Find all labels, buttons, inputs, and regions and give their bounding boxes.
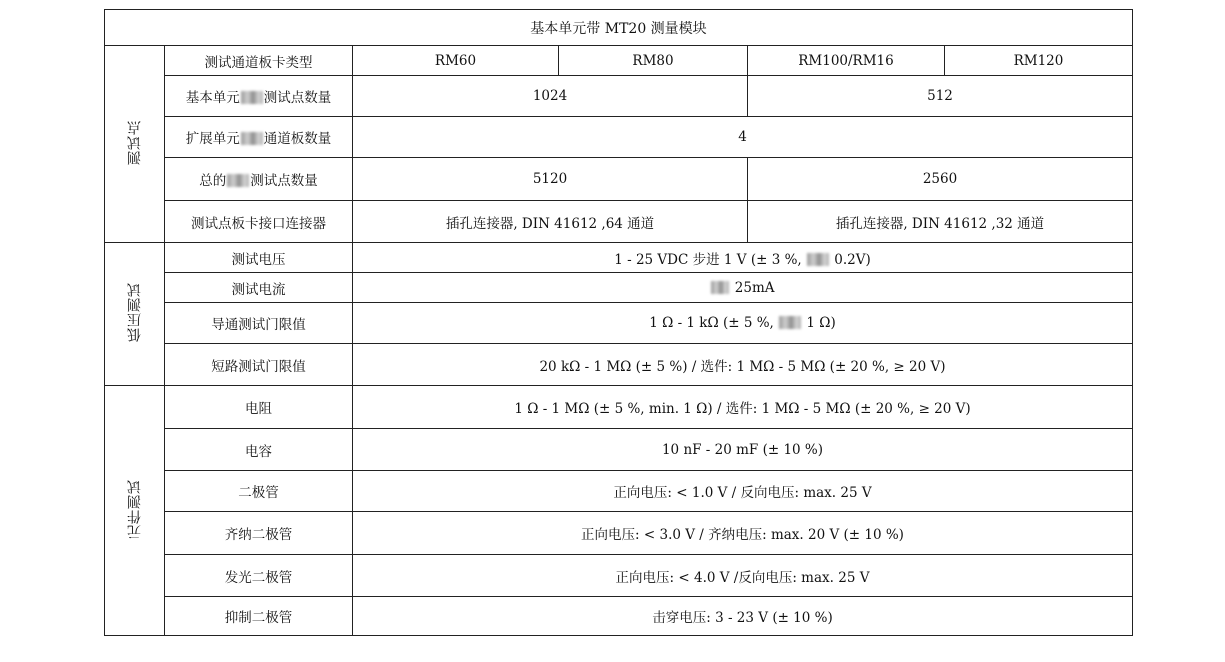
table-cell: 插孔连接器, DIN 41612 ,64 通道 <box>353 201 748 243</box>
row-label: 测试通道板卡类型 <box>165 46 353 76</box>
redacted-mark <box>779 316 801 329</box>
table-row <box>105 76 1133 117</box>
redacted-mark <box>241 132 263 145</box>
table-cell: 正向电压: < 3.0 V / 齐纳电压: max. 20 V (± 10 %) <box>353 512 1133 555</box>
row-label: 短路测试门限值 <box>165 344 353 386</box>
table-cell: RM120 <box>945 46 1133 76</box>
table-row <box>105 243 1133 273</box>
row-label: 测试电流 <box>165 273 353 303</box>
table-row <box>105 512 1133 555</box>
row-label: 导通测试门限值 <box>165 303 353 344</box>
row-label: 电容 <box>165 429 353 471</box>
table-row <box>105 201 1133 243</box>
table-cell: 10 nF - 20 mF (± 10 %) <box>353 429 1133 471</box>
redacted-mark <box>241 91 263 104</box>
redacted-mark <box>807 253 829 266</box>
group-label-component: 元件测试 <box>105 386 165 636</box>
row-label: 总的 测试点数量 <box>165 158 353 201</box>
redacted-mark <box>711 281 729 294</box>
table-row <box>105 344 1133 386</box>
table-row <box>105 117 1133 158</box>
group-label-low-voltage: 低压测试 <box>105 243 165 386</box>
group-label-test-points: 测试点 <box>105 46 165 243</box>
table-row <box>105 46 1133 76</box>
table-cell: 25mA <box>353 273 1133 303</box>
table-row <box>105 273 1133 303</box>
table-row <box>105 303 1133 344</box>
table-cell: 1 Ω - 1 kΩ (± 5 %, 1 Ω) <box>353 303 1133 344</box>
table-cell: RM80 <box>559 46 748 76</box>
table-cell: 4 <box>353 117 1133 158</box>
table-row <box>105 471 1133 512</box>
title-row <box>105 10 1133 46</box>
table-cell: 插孔连接器, DIN 41612 ,32 通道 <box>748 201 1133 243</box>
table-cell: RM100/RM16 <box>748 46 945 76</box>
row-label: 抑制二极管 <box>165 597 353 636</box>
redacted-mark <box>227 174 249 187</box>
row-label: 电阻 <box>165 386 353 429</box>
row-label: 发光二极管 <box>165 555 353 597</box>
row-label: 基本单元 测试点数量 <box>165 76 353 117</box>
spec-table <box>104 9 1133 636</box>
table-cell: 1 - 25 VDC 步进 1 V (± 3 %, 0.2V) <box>353 243 1133 273</box>
table-cell: 512 <box>748 76 1133 117</box>
row-label: 测试电压 <box>165 243 353 273</box>
table-cell: 2560 <box>748 158 1133 201</box>
table-title: 基本单元带 MT20 测量模块 <box>105 10 1133 46</box>
table-cell: 击穿电压: 3 - 23 V (± 10 %) <box>353 597 1133 636</box>
row-label: 二极管 <box>165 471 353 512</box>
table-cell: RM60 <box>353 46 559 76</box>
row-label: 测试点板卡接口连接器 <box>165 201 353 243</box>
table-row <box>105 386 1133 429</box>
table-row <box>105 429 1133 471</box>
table-row <box>105 597 1133 636</box>
table-cell: 1 Ω - 1 MΩ (± 5 %, min. 1 Ω) / 选件: 1 MΩ - 5 MΩ (± 20 %, ≥ 20 V) <box>353 386 1133 429</box>
table-cell: 正向电压: < 1.0 V / 反向电压: max. 25 V <box>353 471 1133 512</box>
table-cell: 5120 <box>353 158 748 201</box>
table-row <box>105 158 1133 201</box>
row-label: 扩展单元 通道板数量 <box>165 117 353 158</box>
row-label: 齐纳二极管 <box>165 512 353 555</box>
table-row <box>105 555 1133 597</box>
table-cell: 20 kΩ - 1 MΩ (± 5 %) / 选件: 1 MΩ - 5 MΩ (± 20 %, ≥ 20 V) <box>353 344 1133 386</box>
table-cell: 正向电压: < 4.0 V /反向电压: max. 25 V <box>353 555 1133 597</box>
table-cell: 1024 <box>353 76 748 117</box>
